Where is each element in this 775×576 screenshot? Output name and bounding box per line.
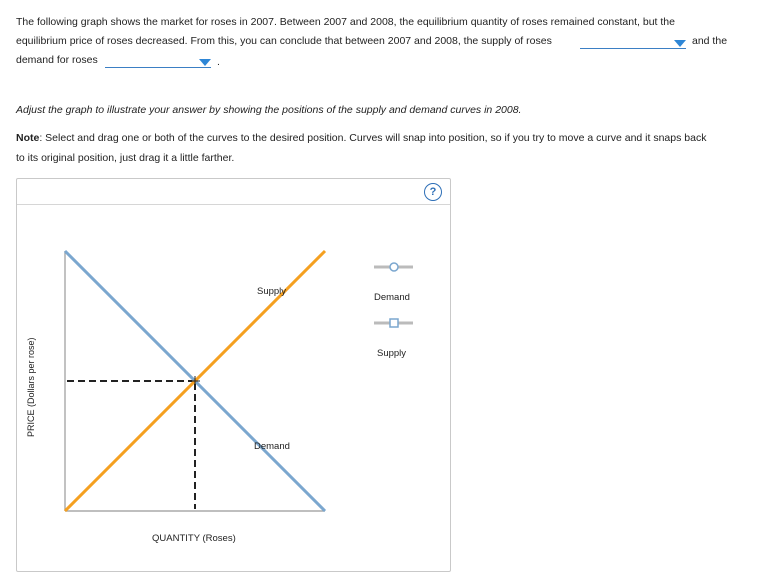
legend-supply-label: Supply: [377, 348, 407, 359]
supply-change-dropdown[interactable]: [580, 36, 686, 49]
instruction-text: Adjust the graph to illustrate your answer by showing the positions of the supply and demand curves in 2008.: [16, 104, 522, 116]
y-axis-label: PRICE (Dollars per rose): [26, 337, 36, 437]
chevron-down-icon: [199, 59, 211, 66]
square-marker-icon: [390, 319, 398, 327]
graph-canvas: [17, 179, 450, 571]
note-label: Note: [16, 132, 40, 144]
legend-demand-label: Demand: [374, 292, 410, 303]
circle-marker-icon: [390, 263, 398, 271]
question-line-2: equilibrium price of roses decreased. From this, you can conclude that between 2007 and 2008, the supply of roses: [16, 35, 552, 47]
supply-curve-label: Supply: [257, 286, 287, 297]
note-line-2: to its original position, just drag it a little farther.: [16, 152, 235, 164]
help-icon[interactable]: ?: [424, 183, 442, 201]
x-axis-label: QUANTITY (Roses): [152, 533, 236, 544]
question-line-1: The following graph shows the market for roses in 2007. Between 2007 and 2008, the equilibrium quantity of roses remained constant, but the: [16, 16, 675, 28]
question-line-2-tail: and the: [692, 35, 728, 47]
graph-panel: [16, 178, 451, 572]
demand-change-dropdown[interactable]: [105, 55, 211, 68]
note-line-1: : Select and drag one or both of the curves to the desired position. Curves will snap into position, so if you try to move a curve and it snaps back: [39, 132, 707, 144]
question-line-3: demand for roses: [16, 54, 98, 66]
demand-curve-label: Demand: [254, 441, 290, 452]
chevron-down-icon: [674, 40, 686, 47]
legend-demand-tool[interactable]: [374, 263, 413, 271]
question-period: .: [217, 56, 220, 68]
note-text: [16, 128, 766, 168]
legend-supply-tool[interactable]: [374, 319, 413, 327]
